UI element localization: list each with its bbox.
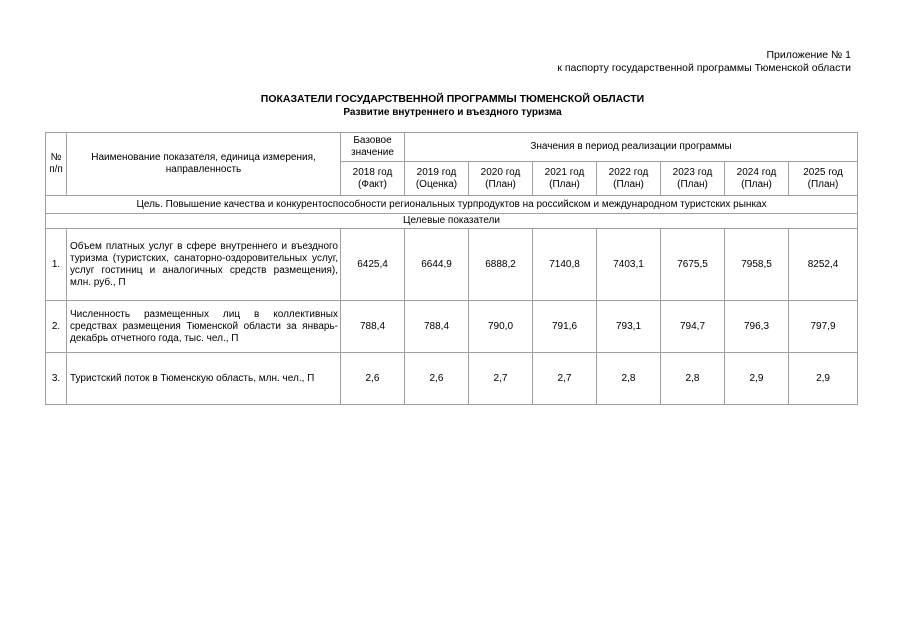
value-cell: 2,6 xyxy=(405,353,469,405)
value-cell: 7403,1 xyxy=(597,229,661,301)
table-row xyxy=(46,353,858,405)
value-cell: 796,3 xyxy=(725,301,789,353)
appendix-line-2: к паспорту государственной программы Тюменской области xyxy=(557,62,851,74)
value-cell: 794,7 xyxy=(661,301,725,353)
document-subtitle: Развитие внутреннего и въездного туризма xyxy=(343,107,562,118)
header-year: 2021 год (План) xyxy=(533,162,597,196)
header-year: 2024 год (План) xyxy=(725,162,789,196)
value-cell: 788,4 xyxy=(405,301,469,353)
value-cell: 7675,5 xyxy=(661,229,725,301)
header-period-values: Значения в период реализации программы xyxy=(405,133,858,162)
value-cell: 7958,5 xyxy=(725,229,789,301)
appendix-line-1: Приложение № 1 xyxy=(766,49,851,61)
value-cell: 8252,4 xyxy=(789,229,858,301)
row-number: 1. xyxy=(46,229,67,301)
value-cell: 6425,4 xyxy=(341,229,405,301)
value-cell: 2,9 xyxy=(725,353,789,405)
value-cell: 793,1 xyxy=(597,301,661,353)
value-cell: 6888,2 xyxy=(469,229,533,301)
value-cell: 797,9 xyxy=(789,301,858,353)
value-cell: 2,8 xyxy=(661,353,725,405)
indicators-table xyxy=(45,132,858,405)
value-cell: 2,8 xyxy=(597,353,661,405)
indicator-name: Численность размещенных лиц в коллективных средствах размещения Тюменской области за январь-декабрь отчетного года, тыс. чел., П xyxy=(67,301,341,353)
goal-row xyxy=(46,196,858,214)
value-cell: 2,6 xyxy=(341,353,405,405)
header-year: 2023 год (План) xyxy=(661,162,725,196)
document-heading xyxy=(0,93,905,119)
header-year: 2019 год (Оценка) xyxy=(405,162,469,196)
header-year: 2018 год (Факт) xyxy=(341,162,405,196)
value-cell: 788,4 xyxy=(341,301,405,353)
header-year: 2022 год (План) xyxy=(597,162,661,196)
indicator-name: Объем платных услуг в сфере внутреннего и въездного туризма (туристских, санаторно-оздоровительных услуг, услуг гостиниц и аналогичных средств размещения), млн. руб., П xyxy=(67,229,341,301)
value-cell: 2,7 xyxy=(469,353,533,405)
target-indicators-label: Целевые показатели xyxy=(46,214,858,229)
header-base-value: Базовое значение xyxy=(341,133,405,162)
goal-text: Цель. Повышение качества и конкурентоспособности региональных турпродуктов на российском и международном туристских рынках xyxy=(46,196,858,214)
table-row xyxy=(46,229,858,301)
row-number: 2. xyxy=(46,301,67,353)
indicator-name: Туристский поток в Тюменскую область, млн. чел., П xyxy=(67,353,341,405)
row-number: 3. xyxy=(46,353,67,405)
table-row xyxy=(46,301,858,353)
value-cell: 7140,8 xyxy=(533,229,597,301)
header-number: № п/п xyxy=(46,133,67,196)
appendix-note xyxy=(557,49,851,75)
header-row-1 xyxy=(46,133,858,162)
header-indicator-name: Наименование показателя, единица измерения, направленность xyxy=(67,133,341,196)
target-indicators-row xyxy=(46,214,858,229)
header-year: 2025 год (План) xyxy=(789,162,858,196)
value-cell: 6644,9 xyxy=(405,229,469,301)
value-cell: 2,7 xyxy=(533,353,597,405)
document-title: ПОКАЗАТЕЛИ ГОСУДАРСТВЕННОЙ ПРОГРАММЫ ТЮМЕНСКОЙ ОБЛАСТИ xyxy=(260,93,645,105)
value-cell: 2,9 xyxy=(789,353,858,405)
header-year: 2020 год (План) xyxy=(469,162,533,196)
value-cell: 791,6 xyxy=(533,301,597,353)
value-cell: 790,0 xyxy=(469,301,533,353)
